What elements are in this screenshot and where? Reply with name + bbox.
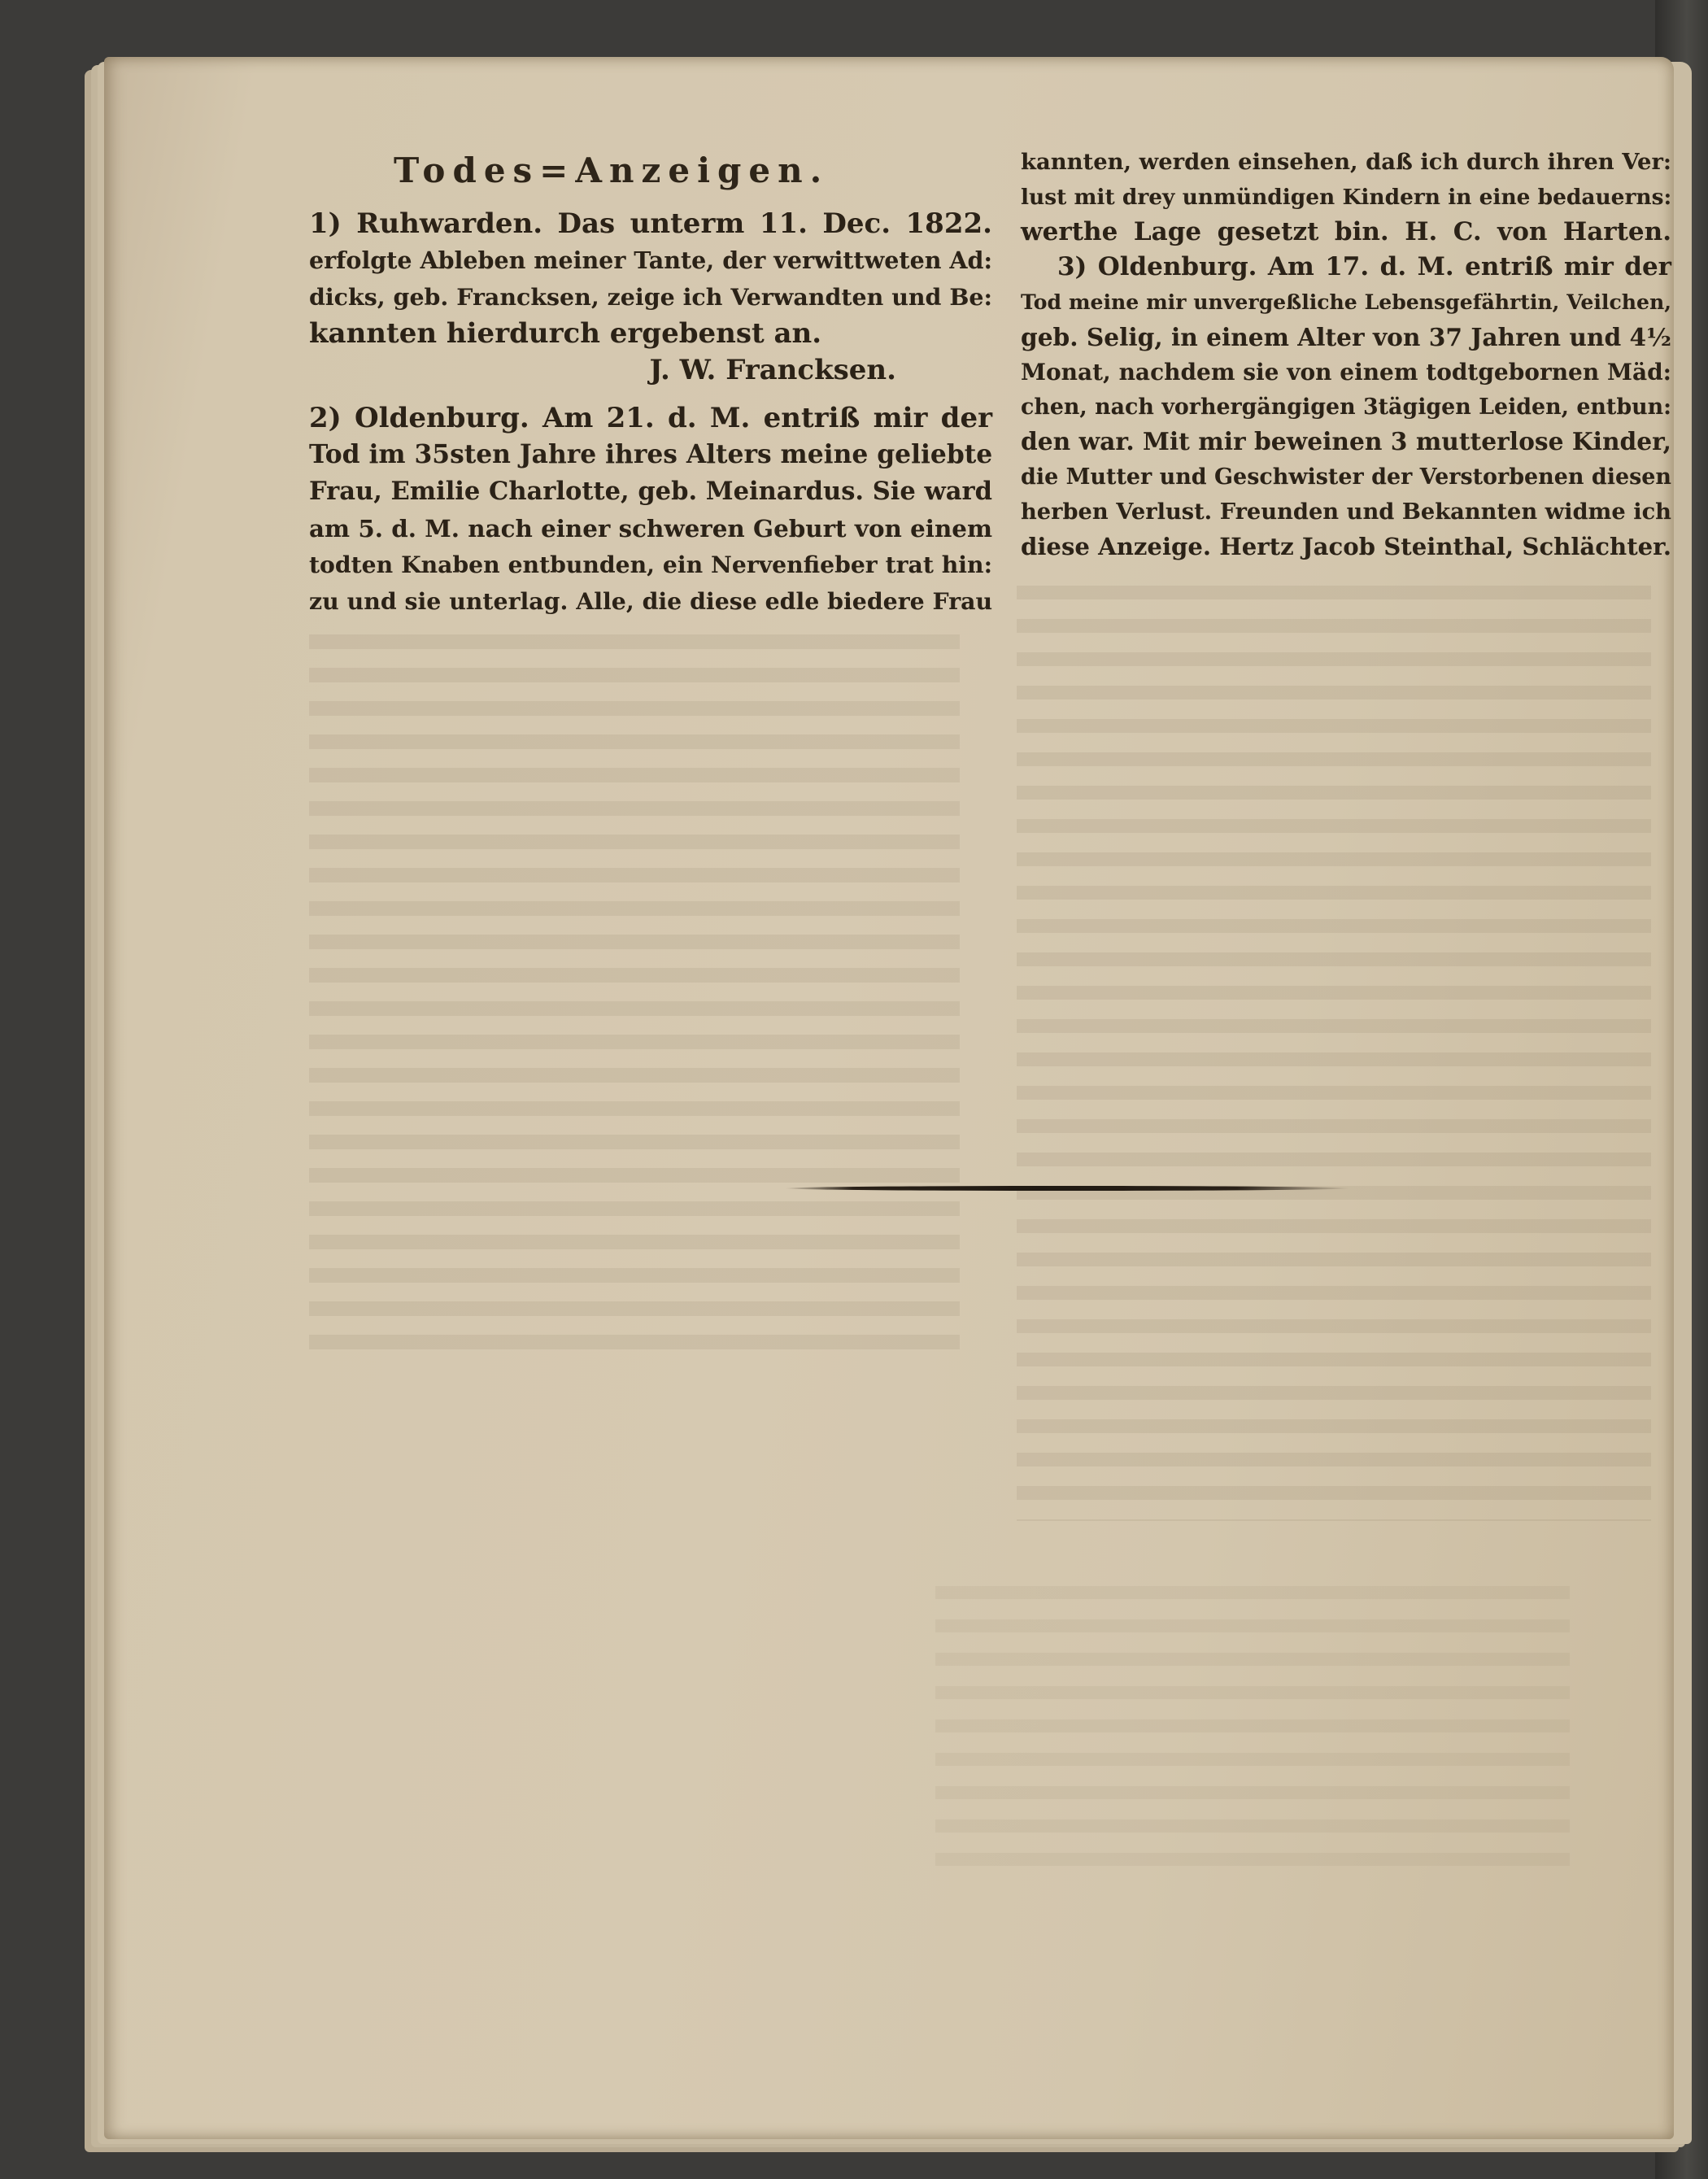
left-column [309,206,992,620]
notice-line: chen, nach vorhergängigen 3tägigen Leiden, entbun: [1021,394,1671,420]
notice-line: zu und sie unterlag. Alle, die diese edle biedere Frau [309,587,993,615]
death-notice-3 [1021,250,1671,564]
notice-line: den war. Mit mir beweinen 3 mutterlose Kinder, [1021,428,1671,456]
notice-line: Frau, Emilie Charlotte, geb. Meinardus. Sie ward [309,477,992,506]
notice-line: kannten hierdurch ergebenst an. [309,317,822,350]
notice-line: 3) Oldenburg. Am 17. d. M. entriß mir der [1057,252,1671,281]
death-notice-1 [309,206,992,389]
notice-line: 1) Ruhwarden. Das unterm 11. Dec. 1822. [309,207,992,240]
paragraph-gap [309,389,992,400]
notice-line: 2) Oldenburg. Am 21. d. M. entriß mir der [309,402,992,434]
notice-signature-line: werthe Lage gesetzt bin. H. C. von Harten. [1021,217,1671,246]
notice-line: Monat, nachdem sie von einem todtgebornen Mäd: [1021,359,1671,386]
notice-line: Tod meine mir unvergeßliche Lebensgefährtin, Veilchen, [1021,290,1671,314]
notice-line: Tod im 35sten Jahre ihres Alters meine geliebte [309,440,993,469]
notice-line: geb. Selig, in einem Alter von 37 Jahren und 4½ [1021,323,1671,351]
show-through-texture [935,1586,1570,1871]
death-notice-2-continuation [1021,145,1671,250]
notice-line: kannten, werden einsehen, daß ich durch ihren Ver: [1021,149,1671,175]
notice-line: lust mit drey unmündigen Kindern in eine bedauerns: [1021,185,1672,210]
section-heading: Todes=Anzeigen. [394,150,830,190]
notice-line: die Mutter und Geschwister der Verstorbenen diesen [1021,464,1671,490]
notice-line: am 5. d. M. nach einer schweren Geburt von einem [309,514,992,543]
right-column [1021,145,1671,564]
section-divider-rule [785,1186,1350,1191]
notice-line: erfolgte Ableben meiner Tante, der verwittweten Ad: [309,246,992,274]
notice-line: todten Knaben entbunden, ein Nervenfieber trat hin: [309,551,992,578]
show-through-texture [309,634,960,1366]
show-through-texture [1017,586,1651,1521]
death-notice-2 [309,400,992,620]
notice-line: dicks, geb. Francksen, zeige ich Verwandten und Be: [309,283,992,311]
notice-line: herben Verlust. Freunden und Bekannten widme ich [1021,499,1671,525]
notice-line: diese Anzeige. Hertz Jacob Steinthal, Schlächter. [1021,533,1671,560]
notice-signature: J. W. Francksen. [649,354,896,386]
